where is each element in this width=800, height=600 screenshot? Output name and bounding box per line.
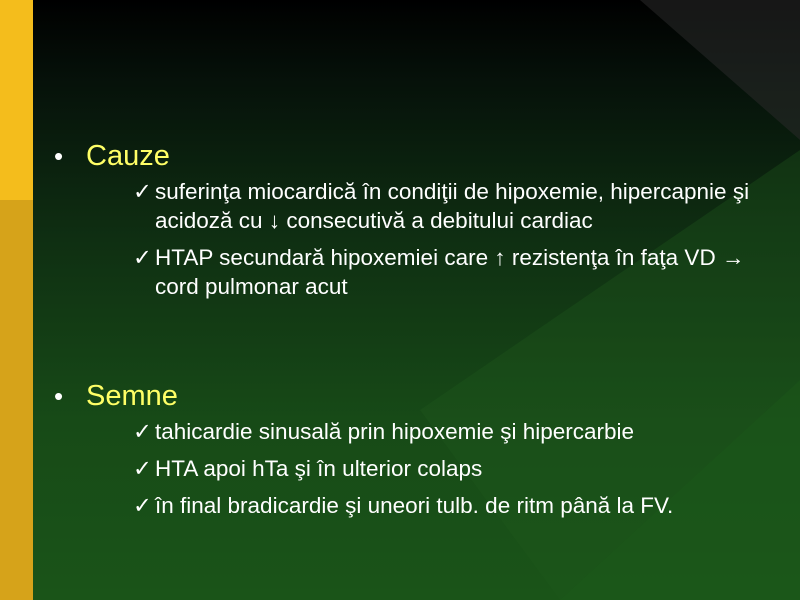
item-text: tahicardie sinusală prin hipoxemie şi hipercarbie bbox=[155, 419, 635, 444]
item-text: în final bradicardie şi uneori tulb. de ritm până la FV. bbox=[155, 493, 674, 518]
section-cauze bbox=[54, 139, 794, 301]
bullet-icon: • bbox=[54, 141, 64, 171]
list-item bbox=[54, 491, 794, 520]
section-semne bbox=[54, 379, 794, 520]
list-item bbox=[54, 454, 794, 483]
heading-text: Cauze bbox=[86, 140, 170, 172]
list-item bbox=[54, 243, 794, 301]
check-icon: ✓ bbox=[133, 456, 152, 481]
section-heading bbox=[54, 379, 794, 413]
check-icon: ✓ bbox=[133, 419, 152, 444]
check-icon: ✓ bbox=[133, 493, 152, 518]
heading-text: Semne bbox=[86, 380, 178, 412]
item-text: HTA apoi hTa şi în ulterior colaps bbox=[155, 456, 483, 481]
list-item bbox=[54, 417, 794, 446]
item-text: suferinţa miocardică în condiţii de hipoxemie, hipercapnie şi acidoză cu ↓ consecutivă a debitului cardiac bbox=[155, 179, 750, 233]
check-icon: ✓ bbox=[133, 245, 152, 270]
list-item bbox=[54, 177, 794, 235]
bullet-icon: • bbox=[54, 381, 64, 411]
item-text: HTAP secundară hipoxemiei care ↑ rezistenţa în faţa VD → cord pulmonar acut bbox=[155, 245, 745, 299]
check-icon: ✓ bbox=[133, 179, 152, 204]
section-heading bbox=[54, 139, 794, 173]
